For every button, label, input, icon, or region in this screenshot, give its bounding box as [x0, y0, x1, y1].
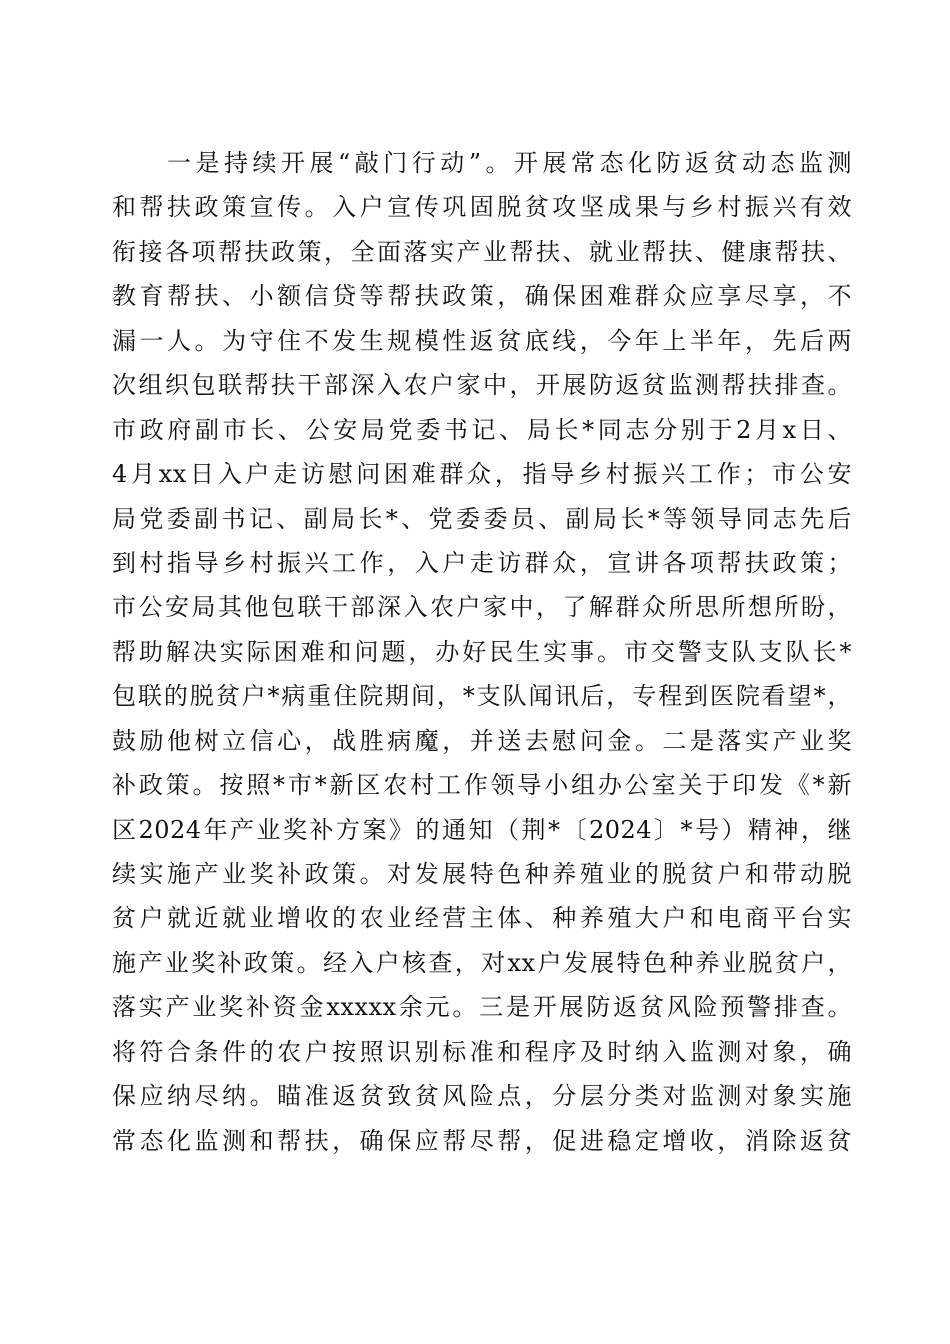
- paragraph-line: 次组织包联帮扶干部深入农户家中，开展防返贫监测帮扶排查。: [112, 371, 852, 400]
- paragraph-line: 帮助解决实际困难和问题，办好民生实事。市交警支队支队长*: [112, 637, 852, 666]
- paragraph-line: 施产业奖补政策。经入户核查，对xx户发展特色种养业脱贫户，: [112, 948, 852, 977]
- paragraph-line: 贫户就近就业增收的农业经营主体、种养殖大户和电商平台实: [112, 904, 852, 933]
- paragraph-line: 到村指导乡村振兴工作，入户走访群众，宣讲各项帮扶政策；: [112, 548, 852, 577]
- paragraph-line: 教育帮扶、小额信贷等帮扶政策，确保困难群众应享尽享，不: [112, 282, 852, 311]
- body-paragraph: [112, 141, 852, 1163]
- paragraph-line: 鼓励他树立信心，战胜病魔，并送去慰问金。二是落实产业奖: [112, 726, 852, 755]
- paragraph-line: 落实产业奖补资金xxxxx余元。三是开展防返贫风险预警排查。: [112, 993, 852, 1022]
- paragraph-line: 续实施产业奖补政策。对发展特色种养殖业的脱贫户和带动脱: [112, 860, 852, 888]
- paragraph-line: 4月xx日入户走访慰问困难群众，指导乡村振兴工作；市公安: [112, 460, 852, 489]
- paragraph-line: 市政府副市长、公安局党委书记、局长*同志分别于2月x日、: [112, 415, 852, 444]
- paragraph-line: 补政策。按照*市*新区农村工作领导小组办公室关于印发《*新: [112, 771, 852, 800]
- paragraph-line: 漏一人。为守住不发生规模性返贫底线，今年上半年，先后两: [112, 326, 852, 355]
- paragraph-line: 将符合条件的农户按照识别标准和程序及时纳入监测对象，确: [112, 1037, 852, 1066]
- paragraph-line: 市公安局其他包联干部深入农户家中，了解群众所思所想所盼，: [112, 593, 852, 622]
- paragraph-line: 和帮扶政策宣传。入户宣传巩固脱贫攻坚成果与乡村振兴有效: [112, 193, 852, 222]
- paragraph-line: 衔接各项帮扶政策，全面落实产业帮扶、就业帮扶、健康帮扶、: [112, 237, 852, 266]
- paragraph-line: 区2024年产业奖补方案》的通知（荆*〔2024〕*号）精神，继: [112, 815, 852, 844]
- paragraph-line: 局党委副书记、副局长*、党委委员、副局长*等领导同志先后: [112, 504, 852, 533]
- paragraph-line: 包联的脱贫户*病重住院期间，*支队闻讯后，专程到医院看望*，: [112, 682, 852, 711]
- paragraph-line: 一是持续开展“敲门行动”。开展常态化防返贫动态监测: [167, 149, 852, 177]
- paragraph-line: 常态化监测和帮扶，确保应帮尽帮，促进稳定增收，消除返贫: [112, 1126, 852, 1155]
- paragraph-line: 保应纳尽纳。瞄准返贫致贫风险点，分层分类对监测对象实施: [112, 1082, 852, 1111]
